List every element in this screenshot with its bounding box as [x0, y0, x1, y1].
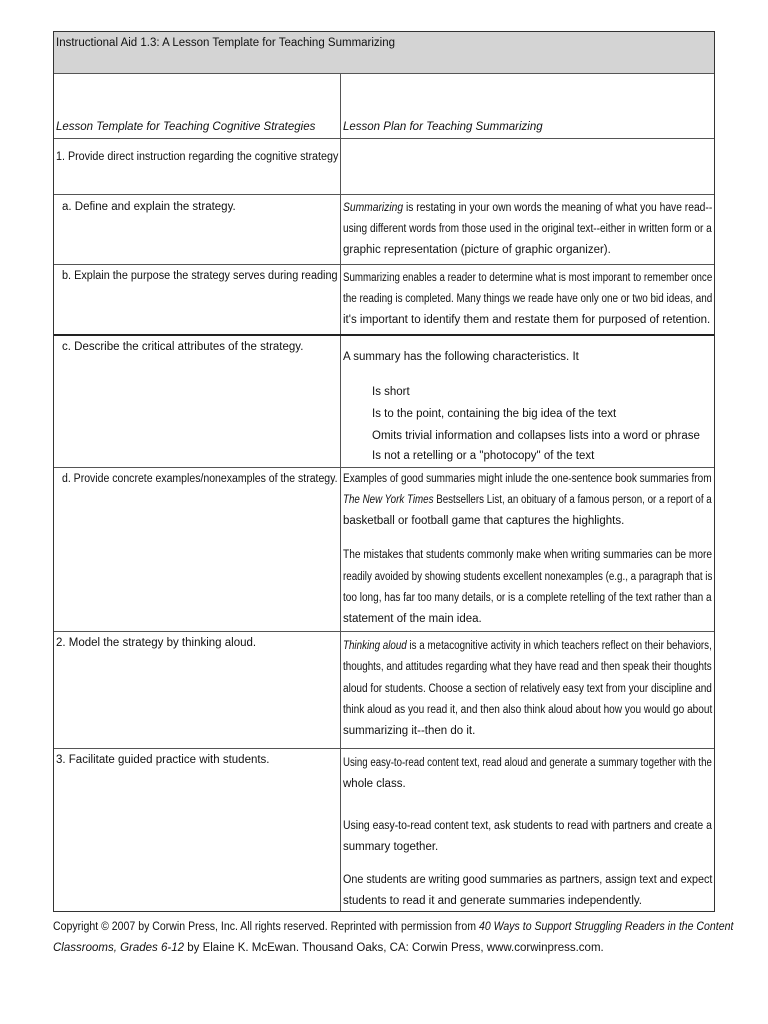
table-title-row	[54, 32, 714, 73]
think-aloud-line-1	[343, 636, 712, 657]
practice-line-3: Using easy-to-read content text, ask students to read with partners and create a	[343, 820, 712, 832]
practice-line-5: One students are writing good summaries as partners, assign text and expect	[343, 874, 713, 886]
row-content-cell	[341, 139, 714, 194]
nonexamples-line-4: statement of the main idea.	[343, 613, 482, 625]
lesson-table	[53, 31, 715, 912]
practice-line-4: summary together.	[343, 841, 439, 853]
examples-line-3: basketball or football game that captures the highlights.	[343, 515, 625, 527]
table-row	[54, 334, 714, 467]
think-aloud-line-3: aloud for students. Choose a section of relatively easy text from your discipline and	[343, 683, 712, 695]
nonexamples-line-2: readily avoided by showing students excellent nonexamples (e.g., a paragraph that is	[343, 571, 713, 583]
footer-line-1	[53, 917, 734, 938]
row-label-define: a. Define and explain the strategy.	[62, 201, 236, 213]
table-row	[54, 748, 714, 911]
examples-line-2	[343, 490, 712, 511]
attribute-item: Is short	[372, 386, 410, 398]
think-aloud-text: is a metacognitive activity in which teachers reflect on their behaviors,	[406, 640, 712, 652]
nonexamples-line-1: The mistakes that students commonly make when writing summaries can be more	[343, 549, 712, 561]
table-header-row	[54, 73, 714, 138]
purpose-line-3: it's important to identify them and restate them for purposed of retention.	[343, 314, 711, 326]
think-aloud-line-4: think aloud as you read it, and then also think aloud about how you would go about	[343, 704, 713, 716]
header-cell-template	[54, 74, 341, 138]
footer-text: Copyright © 2007 by Corwin Press, Inc. All rights reserved. Reprinted with permission from	[53, 921, 479, 933]
row-content-cell	[341, 265, 714, 334]
row-label-cell	[54, 749, 341, 911]
table-row	[54, 631, 714, 748]
think-aloud-line-2: thoughts, and attitudes regarding what they have read and then speak their thoughts	[343, 661, 712, 673]
row-label-guided-practice: 3. Facilitate guided practice with students.	[56, 754, 270, 766]
row-label-cell	[54, 139, 341, 194]
definition-text: is restating in your own words the meaning of what you have read--	[403, 202, 713, 214]
purpose-line-1: Summarizing enables a reader to determine what is most imporant to remember once	[343, 272, 713, 284]
practice-line-6: students to read it and generate summaries independently.	[343, 895, 642, 907]
attribute-item: Omits trivial information and collapses lists into a word or phrase	[372, 430, 700, 442]
row-label-cell	[54, 632, 341, 748]
definition-line-2: using different words from those used in the original text--either in written form or a	[343, 223, 712, 235]
practice-line-1: Using easy-to-read content text, read aloud and generate a summary together with the	[343, 757, 712, 769]
row-label-model: 2. Model the strategy by thinking aloud.	[56, 637, 257, 649]
footer-text: by Elaine K. McEwan. Thousand Oaks, CA: Corwin Press, www.corwinpress.com.	[184, 941, 604, 954]
examples-line-1: Examples of good summaries might inlude the one-sentence book summaries from	[343, 473, 712, 485]
think-aloud-line-5: summarizing it--then do it.	[343, 725, 476, 737]
row-content-cell	[341, 749, 714, 911]
examples-text: Bestsellers List, an obituary of a famous person, or a report of a	[433, 494, 712, 506]
practice-line-2: whole class.	[343, 778, 406, 790]
attributes-intro: A summary has the following characteristics. It	[343, 351, 579, 363]
column-header-template: Lesson Template for Teaching Cognitive Strategies	[56, 121, 316, 133]
row-label-cell	[54, 265, 341, 334]
row-content-cell	[341, 336, 714, 467]
row-label-examples: d. Provide concrete examples/nonexamples of the strategy.	[62, 473, 338, 485]
definition-line-3: graphic representation (picture of graphic organizer).	[343, 244, 611, 256]
table-row	[54, 138, 714, 194]
purpose-line-2: the reading is completed. Many things we reade have only one or two bid ideas, and	[343, 293, 713, 305]
table-row	[54, 194, 714, 264]
row-content-cell	[341, 195, 714, 264]
book-title: 40 Ways to Support Struggling Readers in the Content	[478, 921, 734, 933]
row-label-cell	[54, 195, 341, 264]
row-label-attributes: c. Describe the critical attributes of the strategy.	[62, 341, 304, 353]
column-header-plan: Lesson Plan for Teaching Summarizing	[343, 121, 543, 133]
term-summarizing: Summarizing	[343, 202, 404, 214]
document-title: Instructional Aid 1.3: A Lesson Template for Teaching Summarizing	[56, 37, 396, 49]
publication-title: The New York Times	[343, 494, 434, 506]
definition-line-1	[343, 198, 712, 219]
footer-line-2	[53, 938, 733, 959]
row-label-cell	[54, 336, 341, 467]
row-label-purpose: b. Explain the purpose the strategy serves during reading	[62, 270, 338, 282]
term-thinking-aloud: Thinking aloud	[343, 640, 407, 652]
attribute-item: Is to the point, containing the big idea of the text	[372, 408, 617, 420]
book-title-continued: Classrooms, Grades 6-12	[53, 941, 185, 954]
table-row	[54, 264, 714, 334]
nonexamples-line-3: too long, has far too many details, or is a complete retelling of the text rather than a	[343, 592, 712, 604]
row-content-cell	[341, 632, 714, 748]
attribute-item: Is not a retelling or a "photocopy" of the text	[372, 450, 595, 462]
copyright-footer	[53, 917, 733, 958]
header-cell-plan	[341, 74, 714, 138]
row-label-direct-instruction: 1. Provide direct instruction regarding the cognitive strategy	[56, 151, 339, 163]
